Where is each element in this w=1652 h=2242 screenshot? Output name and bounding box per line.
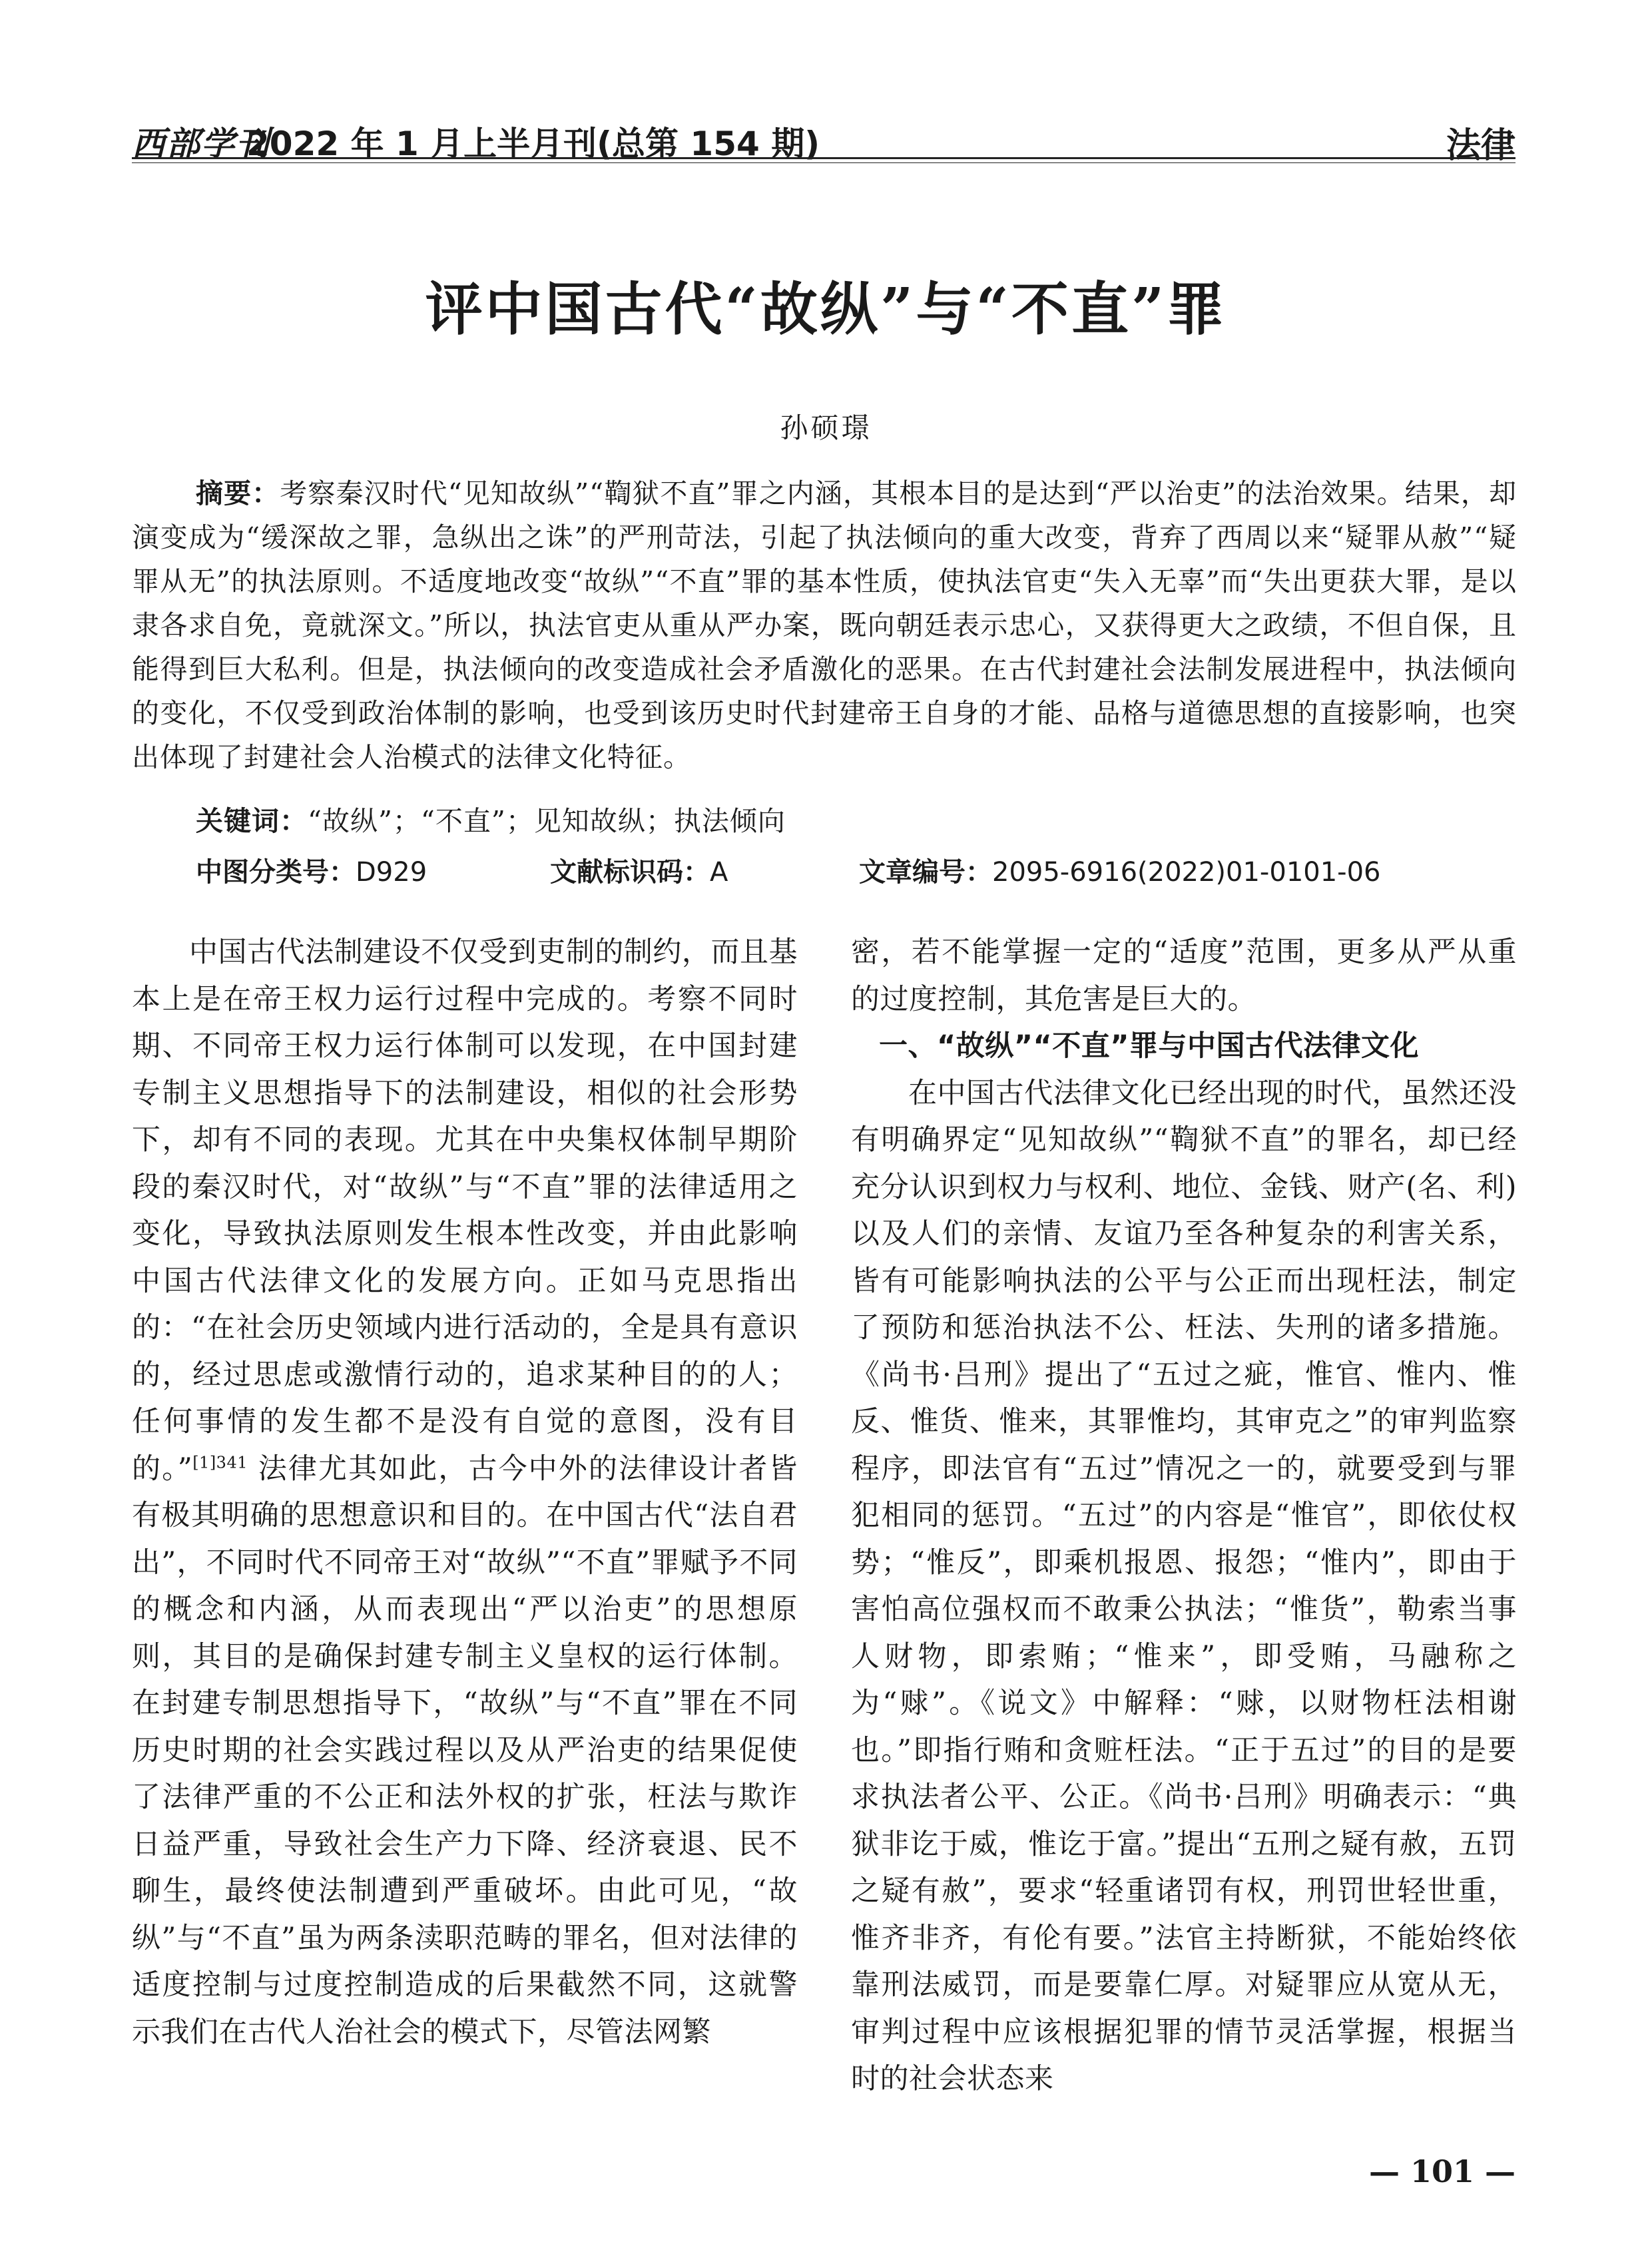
body-text: 法律尤其如此，古今中外的法律设计者皆有极其明确的思想意识和目的。在中国古代“法自君出”，不同时代不同帝王对“故纵”“不直”罪赋予不同的概念和内涵，从而表现出“严以治吏”的思想原则，其目的是确保封建专制主义皇权的运行体制。在封建专制思想指导下，“故纵”与“不直”罪在不同历史时期的社会实践过程以及从严治吏的结果促使了法律严重的不公正和法外权的扩张，枉法与欺诈日益严重，导致社会生产力下降、经济衰退、民不聊生，最终使法制遭到严重破坏。由此可见，“故纵”与“不直”虽为两条渎职范畴的罪名，但对法律的适度控制与过度控制造成的后果截然不同，这就警示我们在古代人治社会的模式下，尽管法网繁 xyxy=(132,1452,798,2049)
body-text: 中国古代法制建设不仅受到吏制的制约，而且基本上是在帝王权力运行过程中完成的。考察不同时期、不同帝王权力运行体制可以发现，在中国封建专制主义思想指导下的法制建设，相似的社会形势下，却有不同的表现。尤其在中央集权体制早期阶段的秦汉时代，对“故纵”与“不直”罪的法律适用之变化，导致执法原则发生根本性改变，并由此影响中国古代法律文化的发展方向。正如马克思指出的：“在社会历史领域内进行活动的，全是具有意识的，经过思虑或激情行动的，追求某种目的的人；任何事情的发生都不是没有自觉的意图，没有目的。” xyxy=(132,936,798,1486)
doc-code-label: 文献标识码： xyxy=(550,857,710,888)
header-rule-thin xyxy=(132,162,1515,163)
keywords-label: 关键词： xyxy=(196,805,308,837)
abstract-text: 考察秦汉时代“见知故纵”“鞫狱不直”罪之内涵，其根本目的是达到“严以治吏”的法治效果。结果，却演变成为“缓深故之罪，急纵出之诛”的严刑苛法，引起了执法倾向的重大改变，背弃了西周以来“疑罪从赦”“疑罪从无”的执法原则。不适度地改变“故纵”“不直”罪的基本性质，使执法官吏“失入无辜”而“失出更获大罪，是以隶各求自免，竟就深文。”所以，执法官吏从重从严办案，既向朝廷表示忠心，又获得更大之政绩，不但自保，且能得到巨大私利。但是，执法倾向的改变造成社会矛盾激化的恶果。在古代封建社会法制发展进程中，执法倾向的变化，不仅受到政治体制的影响，也受到该历史时代封建帝王自身的才能、品格与道德思想的直接影响，也突出体现了封建社会人治模式的法律文化特征。 xyxy=(132,477,1517,773)
body-paragraph xyxy=(132,929,798,2056)
page-number: — 101 — xyxy=(1368,2153,1515,2189)
section-heading: 一、“故纵”“不直”罪与中国古代法律文化 xyxy=(879,1029,1420,1063)
header-rule xyxy=(132,157,1515,159)
article-author: 孙硕璟 xyxy=(780,412,872,444)
body-column-left xyxy=(132,929,798,2056)
article-number xyxy=(859,851,1381,889)
journal-logo: 西部学刊 xyxy=(132,124,270,163)
citation: [1]341 xyxy=(192,1453,248,1472)
abstract-label: 摘要： xyxy=(196,477,280,509)
clc-label: 中图分类号： xyxy=(196,857,356,888)
clc-value: D929 xyxy=(356,857,427,888)
clc-number xyxy=(196,851,427,889)
running-header xyxy=(132,112,1515,166)
abstract-indent xyxy=(132,477,196,509)
document-code xyxy=(550,851,728,889)
body-column-right xyxy=(851,929,1517,2103)
article-title: 评中国古代“故纵”与“不直”罪 xyxy=(425,276,1227,343)
body-paragraph: 密，若不能掌握一定的“适度”范围，更多从严从重的过度控制，其危害是巨大的。 xyxy=(851,936,1517,1016)
section-label: 法律 xyxy=(1446,126,1515,166)
body-paragraph: 在中国古代法律文化已经出现的时代，虽然还没有明确界定“见知故纵”“鞫狱不直”的罪名，却已经充分认识到权力与权利、地位、金钱、财产(名、利)以及人们的亲情、友谊乃至各种复杂的利害关系，皆有可能影响执法的公平与公正而出现枉法，制定了预防和惩治执法不公、枉法、失刑的诸多措施。《尚书·吕刑》提出了“五过之疵，惟官、惟内、惟反、惟货、惟来，其罪惟均，其审克之”的审判监察程序，即法官有“五过”情况之一的，就要受到与罪犯相同的惩罚。“五过”的内容是“惟官”，即依仗权势；“惟反”，即乘机报恩、报怨；“惟内”，即由于害怕高位强权而不敢秉公执法；“惟货”，勒索当事人财物，即索贿；“惟来”，即受贿，马融称之为“赇”。《说文》中解释：“赇，以财物枉法相谢也。”即指行贿和贪赃枉法。“正于五过”的目的是要求执法者公平、公正。《尚书·吕刑》明确表示：“典狱非讫于威，惟讫于富。”提出“五刑之疑有赦，五罚之疑有赦”，要求“轻重诸罚有权，刑罚世轻世重，惟齐非齐，有伦有要。”法官主持断狱，不能始终依靠刑法威罚，而是要靠仁厚。对疑罪应从宽从无，审判过程中应该根据犯罪的情节灵活掌握，根据当时的社会状态来 xyxy=(851,1076,1517,2096)
issue-info: 2022 年 1 月上半月刊(总第 154 期) xyxy=(246,125,820,163)
abstract xyxy=(132,471,1517,779)
article-number-value: 2095-6916(2022)01-0101-06 xyxy=(992,857,1381,888)
keywords xyxy=(196,799,786,838)
doc-code-value: A xyxy=(710,857,728,888)
article-number-label: 文章编号： xyxy=(859,857,992,888)
keywords-text: “故纵”；“不直”；见知故纵；执法倾向 xyxy=(308,805,786,837)
